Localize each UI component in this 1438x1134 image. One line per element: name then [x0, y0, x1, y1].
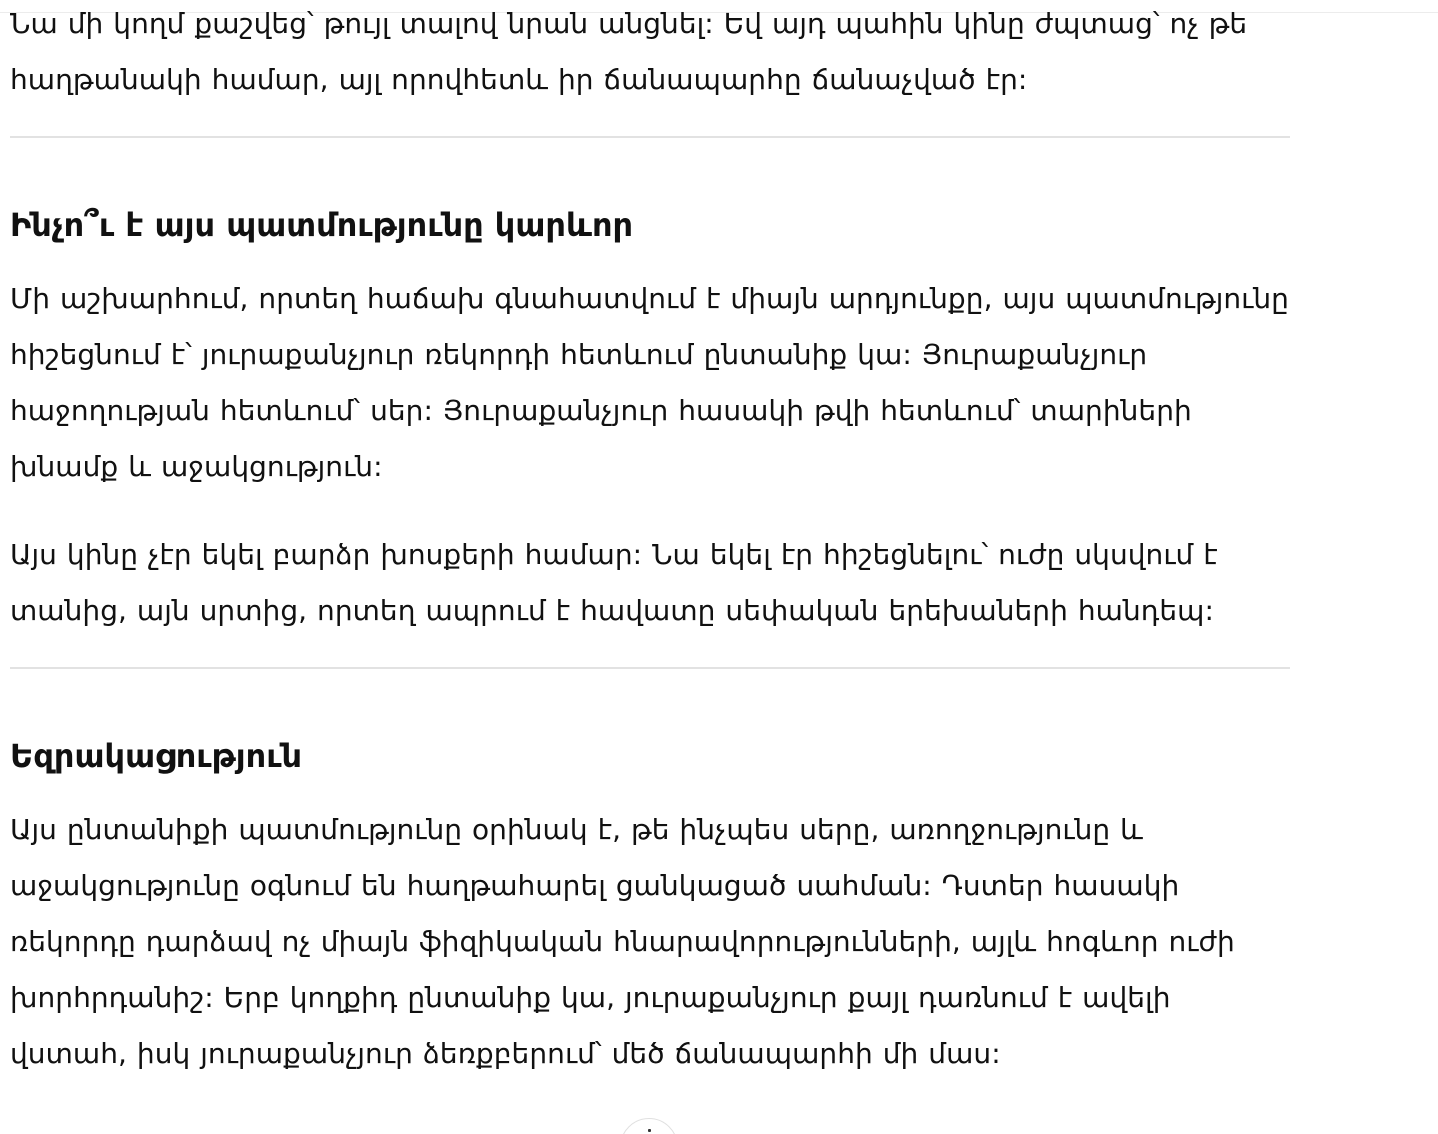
scroll-to-top-button[interactable] [620, 1118, 678, 1134]
section-why-important [10, 197, 1290, 639]
arrow-up-icon [648, 1129, 651, 1132]
article-body [10, 0, 1290, 1082]
section-paragraph: Այս ընտանիքի պատմությունը օրինակ է, թե ինչպես սերը, առողջությունը և աջակցությունը օգնում են հաղթահարել ցանկացած սահման: Դստեր հասակի ռեկորդը դարձավ ոչ միայն ֆիզիկական հնարավորությունների, այլև հոգևոր ուժի խորհրդանիշ: Երբ կողքիդ ընտանիք կա, յուրաքանչյուր քայլ դառնում է ավելի վստահ, իսկ յուրաքանչյուր ձեռքբերում՝ մեծ ճանապարհի մի մաս: [10, 813, 1235, 1070]
section-paragraph: Մի աշխարհում, որտեղ հաճախ գնահատվում է միայն արդյունքը, այս պատմությունը հիշեցնում է՝ յուրաքանչյուր ռեկորդի հետևում ընտանիք կա: Յուրաքանչյուր հաջողության հետևում՝ սեր: Յուրաքանչյուր հասակի թվի հետևում՝ տարիների խնամք և աջակցություն: [10, 282, 1289, 483]
section-heading: Ինչո՞ւ է այս պատմությունը կարևոր [10, 206, 634, 244]
section-paragraph: Այս կինը չէր եկել բարձր խոսքերի համար: Նա եկել էր հիշեցնելու՝ ուժը սկսվում է տանից, այն սրտից, որտեղ ապրում է հավատը սեփական երեխաների հանդեպ: [10, 538, 1218, 627]
section-divider [10, 667, 1290, 669]
section-heading: Եզրակացություն [10, 737, 303, 775]
intro-paragraph: Նա մի կողմ քաշվեց՝ թույլ տալով նրան անցնել: Եվ այդ պահին կինը ժպտաց՝ ոչ թե հաղթանակի համար, այլ որովհետև իր ճանապարհը ճանաչված էր: [10, 7, 1248, 96]
section-divider [10, 136, 1290, 138]
section-conclusion [10, 728, 1290, 1082]
